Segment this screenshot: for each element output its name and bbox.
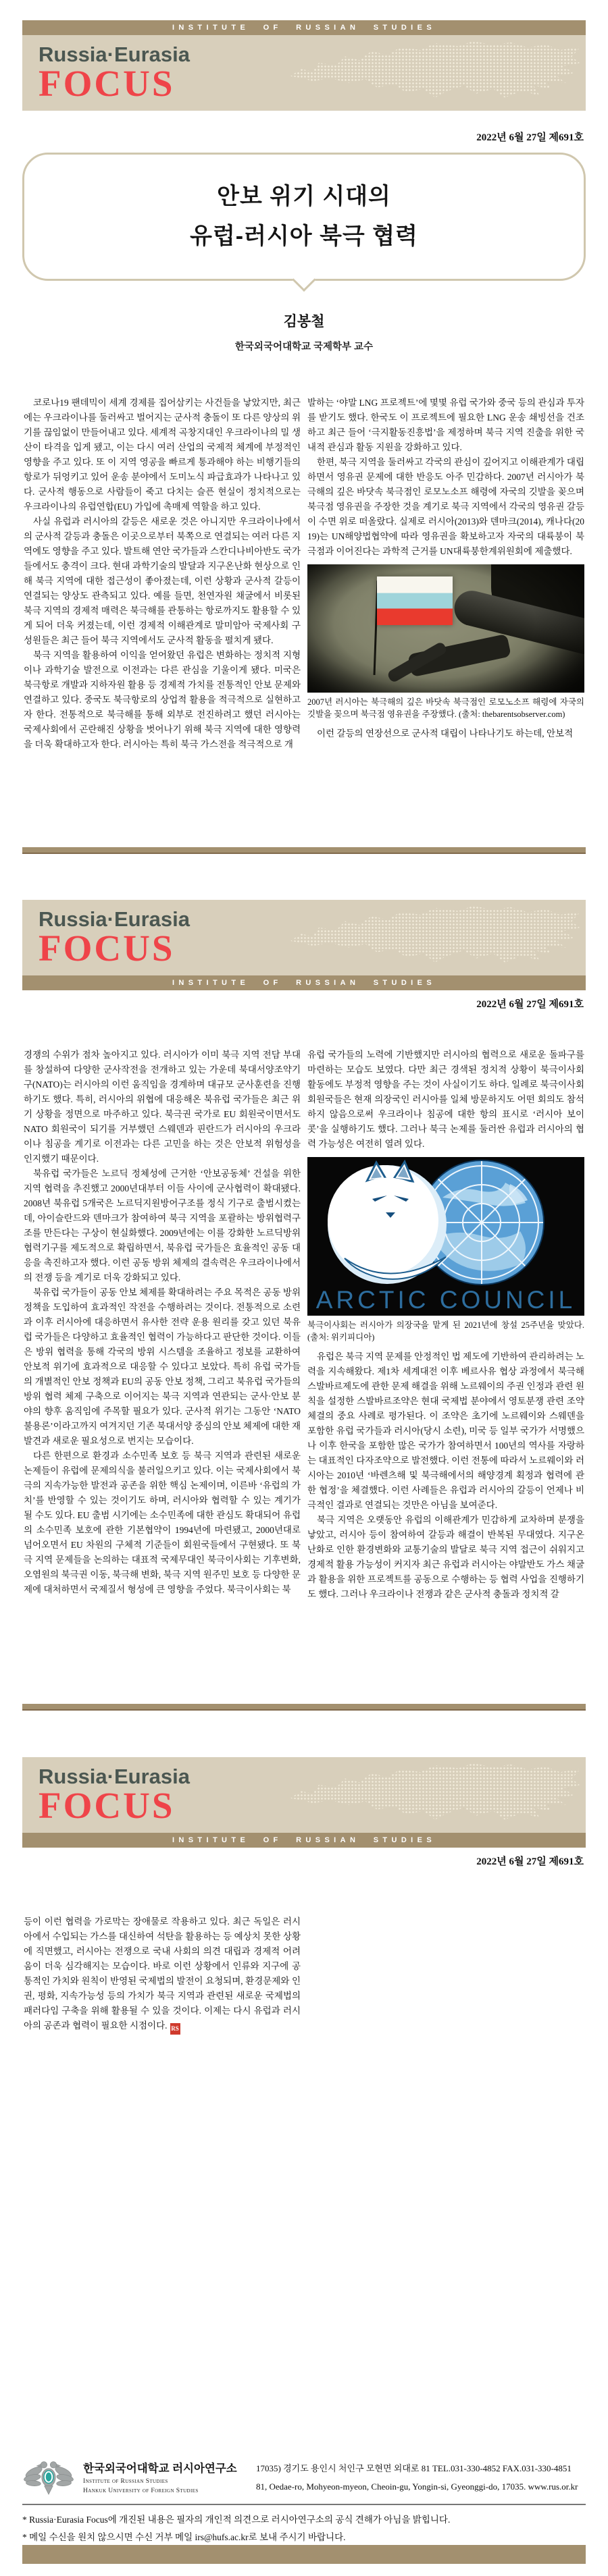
institute-address-block [256, 2459, 578, 2496]
institute-bar [22, 975, 586, 990]
institute-name-english [83, 2477, 245, 2496]
issue-date: 2022년 6월 27일 제691호 [476, 132, 584, 143]
institute-emblem-icon [22, 2457, 75, 2498]
russia-dotted-map-icon [290, 41, 580, 105]
title-box-pointer-icon [292, 268, 315, 292]
page1-right-column [307, 396, 584, 741]
brand-block [22, 1765, 190, 1827]
article-title [190, 177, 418, 257]
body-paragraph: 북극 지역은 오랫동안 유럽의 이해관계가 민감하게 교차하며 분쟁을 낳았고, 러시아 등이 참여하여 갈등과 해결이 반복된 무대였다. 지구온난화로 인한 환경변화와 교통기술의 발달로 북극 지역 접근이 쉬워지고 경제적 활용 가능성이 커지자 최근 유럽과 러시아는 야말반도 가스 채굴과 활용을 위한 프로젝트를 공동으로 수행하는 등 협력 사업을 진행하기도 했다. 그러나 우크라이나 전쟁과 같은 군사적 충돌과 정치적 갈 [307, 1515, 584, 1599]
masthead-page2 [22, 900, 586, 990]
body-paragraph: 코로나19 팬데믹이 세계 경제를 집어삼키는 사건들을 낳았지만, 최근에는 우크라이나를 둘러싸고 벌어지는 군사적 충돌이 또 다른 양상의 위기를 끊임없이 만들어내고 있다. 세계적 곡창지대인 우크라이나의 밀 생산이 타격을 입게 됐고, 이는 다시 여러 산업의 국제적 체계에 부정적인 영향을 주고 있다. 또 이 지역 영공을 빠르게 통과해야 하는 비행기들의 항로가 뒤엉키고 있어 운송 분야에서 도미노식 파급효과가 나타나고 있다. 군사적 행동으로 사람들이 죽고 다치는 슬픈 현실이 정치적으로는 우크라이나의 유럽연합(EU) 가입에 촉매제 역할을 하고 있다. [24, 398, 301, 512]
footer [22, 2457, 586, 2547]
author-affiliation: 한국외국어대학교 국제학부 교수 [234, 342, 374, 352]
institute-bar [22, 20, 586, 35]
page2-right-column [307, 1048, 584, 1602]
brand-block [22, 43, 190, 105]
institute-name-block [83, 2459, 245, 2496]
body-paragraph: 유럽 국가들의 노력에 기반했지만 러시아의 협력으로 새로운 돌파구를 마련하는 모습도 보였다. 다만 최근 경색된 정치적 상황이 북극이사회 활동에도 부정적 영향을 주는 것이 사실이기도 하다. 일례로 북극이사회 회원국들은 현재 의장국인 러시아를 일체 방문하지도 어떤 회의도 참석하지 않음으로써 우크라이나 침공에 대한 항의 표시로 ‘러시아 보이콧’을 실행하기도 했다. 그러나 북극 논제를 둘러싼 유럽과 러시아의 협력 가능성은 여전히 열려 있다. [307, 1050, 584, 1149]
body-paragraph: 한편, 북극 지역을 둘러싸고 각국의 관심이 깊어지고 이해관계가 대립하면서 영유권 문제에 대한 반응도 아주 민감하다. 2007년 러시아가 북극해의 깊은 바닷속 북극점인 로모노소프 해령에 자국의 깃발을 꽂으며 북극점 영유권을 주장한 것을 계기로 북극 지역에서 각국의 영유권 갈등이 수면 위로 떠올랐다. 실제로 러시아(2013)와 덴마크(2014), 캐나다(2019)는 UN해양법협약에 따라 영유권을 확보하고자 자국의 대륙붕이 북극점과 이어진다는 과학적 근거를 UN대륙붕한계위원회에 제출했다. [307, 457, 584, 556]
body-paragraph: 유럽은 북극 지역 문제를 안정적인 법 제도에 기반하여 관리하려는 노력을 지속해왔다. 제1차 세계대전 이후 베르사유 협상 과정에서 북극해 스발바르제도에 관한 문제 해결을 위해 노르웨이의 주권 인정과 관련 원칙을 설정한 스발바르조약은 현대 국제법 분야에서 영토분쟁 관련 조약 체결의 중요 사례로 평가된다. 이 조약은 초기에 노르웨이와 스웨덴을 포함한 유럽 국가들과 러시아(당시 소련), 미국 등 일부 국가가 서명했으나 이후 한국을 포함한 많은 국가가 참여하면서 100년의 역사를 자랑하는 대표적인 다자조약으로 발전했다. 이런 전통에 따라서 노르웨이와 러시아는 2010년 ‘바렌츠해 및 북극해에서의 해양경계 획정과 협력에 관한 협정’을 체결했다. 이런 사례들은 유럽과 러시아의 갈등이 언제나 비극적인 결과로 연결되는 것만은 아님을 보여준다. [307, 1351, 584, 1510]
institute-name-en-line1: Institute of Russian Studies [83, 2477, 168, 2485]
institute-bar-label: INSTITUTE OF RUSSIAN STUDIES [172, 24, 436, 32]
author-block [0, 311, 608, 353]
masthead-logo-block [22, 1757, 586, 1833]
masthead-logo-block [22, 900, 586, 975]
unsubscribe-note: * 메일 수신을 원치 않으시면 수신 거부 메일 irs@hufs.ac.kr로 보내 주시기 바랍니다. [22, 2532, 346, 2543]
issue-date: 2022년 6월 27일 제691호 [476, 999, 584, 1010]
institute-bar-label: INSTITUTE OF RUSSIAN STUDIES [172, 1836, 436, 1844]
russia-dotted-map-icon [290, 906, 580, 969]
arctic-council-wordmark: ARCTIC COUNCIL [315, 1286, 576, 1314]
page3-left-column [24, 1914, 301, 2035]
body-paragraph: 경쟁의 수위가 점차 높아지고 있다. 러시아가 이미 북극 지역 전담 부대를 창설하여 다양한 군사작전을 전개하고 있는 가운데 북대서양조약기구(NATO)는 러시아의 이런 움직임을 경계하며 대규모 군사훈련을 진행하기도 했다. 특히, 러시아의 위협에 대응해온 북유럽 국가들은 최근 위기 상황을 정면으로 마주하고 있다. 북극권 국가로 EU 회원국이면서도 NATO 회원국이 되기를 거부했던 스웨덴과 핀란드가 러시아의 우크라이나 침공을 계기로 이전과는 다른 고민을 하는 것은 안보적 위험성을 인지했기 때문이다. [24, 1050, 301, 1164]
page2-bottom-bar [22, 1704, 586, 1711]
issue-date: 2022년 6월 27일 제691호 [476, 1856, 584, 1867]
brand-focus: FOCUS [39, 1785, 175, 1827]
arctic-council-logo [307, 1157, 584, 1316]
body-paragraph: 북유럽 국가들은 노르딕 정체성에 근거한 ‘안보공동체’ 건설을 위한 지역 협력을 추진했고 2000년대부터 이들 사이에 군사협력이 확대됐다. 2008년 북유럽 5개국은 노르딕지원방어구조를 정식 기구로 출범시켰는데, 아이슬란드와 덴마크가 참여하여 북극 지역을 포괄하는 방위협력구조를 만든다는 구상이 현실화했다. 2009년에는 이를 강화한 노르딕방위협력기구를 제도적으로 확립하면서, 북유럽 국가들은 효율적인 공동 대응을 촉진하고자 했다. 이런 공동 방위 체제의 결속력은 우크라이나에서의 전쟁 등을 계기로 더욱 강화되고 있다. [24, 1169, 301, 1283]
brand-block [22, 907, 190, 969]
body-paragraph: 사실 유럽과 러시아의 갈등은 새로운 것은 아니지만 우크라이나에서의 군사적 갈등과 충돌은 이곳으로부터 북쪽으로 연결되는 여러 다른 지역에도 영향을 주고 있다. 발트해 연안 국가들과 스칸디나비아반도 국가들에서도 충격이 크다. 현대 과학기술의 발달과 지구온난화 현상으로 인해 북극 지역에 대한 접근성이 좋아졌는데, 이런 상황과 군사적 갈등이 연결되는 양상도 관측되고 있다. 예를 들면, 천연자원 채굴에서 비롯된 북극 지역의 경제적 매력은 북극해를 관통하는 항로까지도 활용할 수 있게 되어 더욱 커졌는데, 이런 경제적 이해관계로 말미암아 국제사회 구성원들은 최근 들어 북극 지역에서도 군사적 활동을 펼치게 됐다. [24, 516, 301, 645]
institute-name-korean: 한국외국어대학교 러시아연구소 [83, 2462, 237, 2475]
brand-focus: FOCUS [39, 63, 175, 105]
body-paragraph [24, 1914, 301, 2035]
article-title-line1: 안보 위기 시대의 [217, 183, 391, 209]
footer-institute-row [22, 2457, 586, 2505]
photo-vignette [307, 564, 584, 693]
masthead-logo-block [22, 35, 586, 111]
address-english: 81, Oedae-ro, Mohyeon-myeon, Cheoin-gu, Yongin-si, Gyeonggi-do, 17035. www.rus.or.kr [256, 2481, 578, 2492]
rs-end-mark-icon: RS [170, 2023, 180, 2035]
body-paragraph: 북극 지역을 활용하여 이익을 얻어왔던 유럽은 변화하는 정치적 지형이나 과학기술 발전으로 이전과는 다른 관심을 기울이게 됐다. 미국은 북극항로 개발과 지하자원 활용 등 경제적 가치를 전통적인 안보 문제와 연결하고 있다. 중국도 북극항로의 상업적 활용을 적극적으로 실현하고자 한다. 전통적으로 북극해를 통해 외부로 전진하려고 했던 러시아는 국제사회에서 곤란해진 상황을 벗어나기 위해 북극 지역에 대한 영향력을 더욱 확대하고자 한다. 러시아는 특히 북극 가스전을 적극적으로 개 [24, 650, 301, 749]
image-caption: 2007년 러시아는 북극해의 깊은 바닷속 북극점인 로모노소프 해령에 자국의 깃발을 꽂으며 북극점 영유권을 주장했다. (출처: thebarentsobserver.com) [307, 697, 584, 719]
brand-focus: FOCUS [39, 928, 175, 969]
article-title-box [22, 153, 586, 281]
body-paragraph: 발하는 ‘야말 LNG 프로젝트’에 몇몇 유럽 국가와 중국 등의 관심과 투자를 받기도 했다. 한국도 이 프로젝트에 필요한 LNG 운송 쇄빙선을 건조하고 최근 들어 ‘극지활동진흥법’을 제정하며 북극 지역 진출을 위한 국내적 관심과 활동 지원을 강화하고 있다. [307, 398, 584, 452]
brand-russia-eurasia: Russia·Eurasia [39, 907, 190, 932]
image-caption: 북극이사회는 러시아가 의장국을 맡게 된 2021년에 창설 25주년을 맞았다. (출처: 위키피디아) [307, 1320, 584, 1342]
page2-left-column [24, 1048, 301, 1597]
masthead-page3 [22, 1757, 586, 1848]
masthead-page1 [22, 20, 586, 111]
institute-bar-label: INSTITUTE OF RUSSIAN STUDIES [172, 979, 436, 987]
footer-notes [22, 2511, 586, 2547]
disclaimer-note: * Russia·Eurasia Focus에 개진된 내용은 필자의 개인적 의견으로 러시아연구소의 공식 견해가 아님을 밝힙니다. [22, 2515, 451, 2525]
page1-left-column [24, 396, 301, 752]
address-korean: 17035) 경기도 용인시 처인구 모현면 외대로 81 TEL.031-330-4852 FAX.031-330-4851 [256, 2463, 572, 2473]
body-paragraph: 다른 한편으로 환경과 소수민족 보호 등 북극 지역과 관련된 새로운 논제들이 유럽에 문제의식을 불러일으키고 있다. 이는 국제사회에서 북극의 지속가능한 발전과 공존을 위한 핵심 논제이며, 이른바 ‘유럽의 가치’를 반영할 수 있는 것이기도 하며, 러시아와 협력할 수 있는 계기가 될 수도 있다. EU 출범 시기에는 소수민족에 대한 관심도 확대되어 유럽의 소수민족 보호에 관한 기본협약이 1994년에 마련됐고, 2000년대로 넘어오면서 EU 차원의 구체적 기준들이 회원국들에서 구현됐다. 또 북극 지역 문제들을 논의하는 대표적 국제무대인 북극이사회는 기후변화, 오염원의 북극권 이동, 북극해 변화, 북극 지역 원주민 보호 등 다양한 문제에 대처하면서 국제질서 형성에 큰 영향을 주었다. 북극이사회는 북 [24, 1451, 301, 1594]
brand-russia-eurasia: Russia·Eurasia [39, 43, 190, 67]
body-paragraph: 북유럽 국가들이 공동 안보 체제를 확대하려는 주요 목적은 공동 방위 정책을 도입하여 효과적인 작전을 수행하려는 것이다. 전통적으로 소련과 이후 러시아에 대응하면서 유사한 전략 운용 원리를 갖고 있던 북유럽 국가들은 다양하고 효율적인 협력이 가능하다고 판단한 것이다. 이들은 방위 협력을 통해 각국의 방위 시스템을 조율하고 정보를 교환하여 안보적 위기에 효과적으로 대응할 수 있다고 보았다. 특히 유럽 국가들의 개별적인 안보 정책과 EU의 공동 안보 정책, 그리고 북유럽 국가들의 방위 협력 체제 구축으로 이어지는 북극 지역과 연관되는 군사·안보 분야의 향후 움직임에 주목할 필요가 있다. 군사적 위기는 그동안 ‘NATO 불용론’이라고까지 여겨지던 기존 북대서양 중심의 안보 체제에 대한 재발견과 새로운 필요성으로 번지는 모습이다. [24, 1287, 301, 1446]
russia-dotted-map-icon [290, 1763, 580, 1827]
page1-bottom-bar [22, 847, 586, 854]
body-paragraph: 이런 갈등의 연장선으로 군사적 대립이 나타나기도 하는데, 안보적 [317, 728, 574, 739]
article-title-line2: 유럽-러시아 북극 협력 [190, 223, 418, 249]
body-paragraph-text: 등이 이런 협력을 가로막는 장애물로 작용하고 있다. 최근 독일은 러시아에서 수입되는 가스를 대신하여 석탄을 활용하는 등 예상치 못한 상황에 직면했고, 러시아는 전쟁으로 국내 사회의 의견 대립과 경제적 어려움이 더욱 심각해지는 모습이다. 바로 이런 상황에서 인류와 지구에 공통적인 가치와 원칙이 반영된 국제법의 발전이 요청되며, 환경문제와 인권, 평화, 지속가능성 등의 가치가 북극 지역과 관련된 새로운 국제법의 패러다임 구축을 위해 활용될 수 있을 것이다. 이제는 다시 유럽과 러시아의 공존과 협력이 필요한 시점이다. [24, 1916, 301, 2031]
institute-name-en-line2: Hankuk University of Foreign Studies [83, 2487, 199, 2494]
brand-russia-eurasia: Russia·Eurasia [39, 1765, 190, 1789]
flag-planting-photo [307, 564, 584, 693]
institute-bar [22, 1833, 586, 1848]
footer-bottom-bar [22, 2545, 586, 2564]
author-name: 김봉철 [283, 314, 325, 329]
